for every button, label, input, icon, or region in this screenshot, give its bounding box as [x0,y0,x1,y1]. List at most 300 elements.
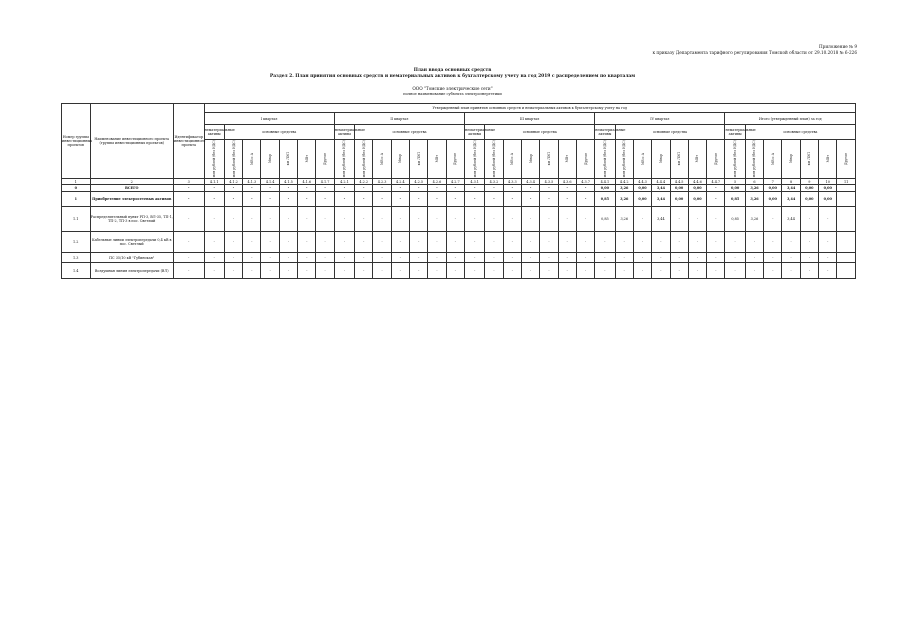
row-value: - [819,207,837,232]
row-value: - [576,232,594,253]
row-value: - [224,192,242,207]
row-value: - [279,253,297,263]
row-value: - [355,207,373,232]
row-value: - [558,232,576,253]
row-value [837,232,856,253]
column-number: 10 [819,179,837,185]
vertical-header-label: МВ×А [249,152,254,165]
table-row [62,232,856,253]
row-value: - [204,253,224,263]
row-value: - [764,207,782,232]
header-row-top [62,104,856,113]
appendix-line-2: к приказу Департамента тарифного регулирования Томской области от 29.10.2018 № 6-226 [652,50,857,55]
vertical-header-label: млн рублей (без НДС) [733,140,738,178]
column-number: 4.3.6 [558,179,576,185]
row-value: - [485,232,503,253]
header-unit [764,140,782,179]
column-number: 4.1.4 [261,179,279,185]
row-value: - [410,232,428,253]
row-value: - [503,263,521,279]
header-quarter-3: III квартал [464,113,594,125]
row-value: - [576,185,594,192]
vertical-header-label: Мвар [268,154,273,164]
column-number: 4.4.4 [652,179,670,185]
row-number: 1.1 [62,207,91,232]
row-value: - [576,207,594,232]
vertical-header-label: Мвар [398,154,403,164]
vertical-header-label: МВ×А [380,152,385,165]
row-name: Приобретение электросетевых активов [90,192,173,207]
vertical-header-label: км ЛЭП [416,152,421,166]
header-intangible: нематериальные активы [334,125,354,140]
row-value [837,253,856,263]
row-value: - [355,263,373,279]
column-number: 4.1.6 [298,179,316,185]
column-number: 4.4.2 [615,179,633,185]
column-number: 6 [745,179,763,185]
row-value: - [688,232,706,253]
column-number: 4.1.2 [224,179,242,185]
row-value: - [446,232,464,253]
header-unit [707,140,725,179]
row-value: 3,44 [782,185,800,192]
row-value: - [261,232,279,253]
row-value: - [334,263,354,279]
header-unit [652,140,670,179]
vertical-header-label: Мвар [528,154,533,164]
row-value: - [633,207,651,232]
row-value: - [503,207,521,232]
row-value: - [576,263,594,279]
header-unit [633,140,651,179]
table-row [62,192,856,207]
header-intangible: нематериальные активы [595,125,615,140]
column-number: 4.4.6 [688,179,706,185]
row-value: - [204,192,224,207]
column-number: 5 [725,179,745,185]
header-unit [224,140,242,179]
column-number: 4.3.7 [576,179,594,185]
row-value: - [334,253,354,263]
row-value: 0,00 [819,192,837,207]
row-value: 0,85 [595,207,615,232]
row-value: - [800,263,818,279]
row-value: - [800,253,818,263]
column-number: 4.3.1 [464,179,484,185]
vertical-header-label: Другое [713,152,718,165]
row-value: - [595,263,615,279]
row-value: - [521,232,539,253]
header-unit [540,140,558,179]
column-number: 4.2.6 [428,179,446,185]
row-value: 0,00 [764,192,782,207]
column-number: 4.3.4 [521,179,539,185]
row-number: 0 [62,185,91,192]
row-value: - [725,263,745,279]
row-value: - [485,253,503,263]
row-value: - [595,232,615,253]
row-value: - [707,185,725,192]
row-value: - [615,253,633,263]
vertical-header-label: МВ×А [510,152,515,165]
row-value: - [745,263,763,279]
row-id: - [173,263,204,279]
row-value: - [745,232,763,253]
header-intangible: нематериальные активы [725,125,745,140]
row-value: - [670,207,688,232]
row-value: - [446,192,464,207]
row-value: - [261,207,279,232]
row-value: - [707,207,725,232]
header-top-label: Утвержденный план принятия основных средств и нематериальных активов к бухгалтерскому учету на год [204,104,856,113]
vertical-header-label: МВ×А [640,152,645,165]
header-quarter-4: IV квартал [595,113,725,125]
row-value: - [391,192,409,207]
header-unit [391,140,409,179]
row-value: - [540,207,558,232]
row-value: 3,44 [652,207,670,232]
row-value: - [391,253,409,263]
header-unit [595,140,615,179]
column-number: 9 [800,179,818,185]
header-fixed: основные средства [485,125,595,140]
row-value: - [373,192,391,207]
row-value: - [464,192,484,207]
row-value: - [725,232,745,253]
header-unit [261,140,279,179]
vertical-header-label: км ЛЭП [286,152,291,166]
row-value: - [503,232,521,253]
row-value: 0,00 [633,192,651,207]
row-value: - [576,192,594,207]
column-number: 4.1.5 [279,179,297,185]
vertical-header-label: МВт [435,155,439,163]
header-unit [521,140,539,179]
appendix-note [597,44,857,56]
column-number: 4.1.1 [204,179,224,185]
header-fixed: основные средства [615,125,725,140]
row-value: - [410,207,428,232]
row-value: - [224,253,242,263]
column-number: 7 [764,179,782,185]
row-value: - [391,185,409,192]
row-value: - [224,232,242,253]
row-value: 3,26 [745,207,763,232]
row-id: - [173,192,204,207]
column-number: 4.2.2 [355,179,373,185]
row-name: Кабельные линии электропередачи 0,4 кВ в пос. Светлый [90,232,173,253]
header-unit [204,140,224,179]
header-unit [837,140,856,179]
row-value: - [819,232,837,253]
row-value: - [745,253,763,263]
row-value: - [521,207,539,232]
vertical-header-label: Другое [323,152,328,165]
row-value: 0,00 [800,192,818,207]
row-value: - [764,253,782,263]
header-unit [819,140,837,179]
header-unit [485,140,503,179]
header-col-number: Номер группы инвестиционных проектов [62,104,91,179]
column-number: 4.2.5 [410,179,428,185]
row-id: - [173,207,204,232]
org-name: ООО "Томские электрические сети" [412,86,493,91]
header-unit [316,140,334,179]
vertical-header-label: МВт [695,155,700,163]
column-number: 4.3.5 [540,179,558,185]
row-value: - [576,253,594,263]
title-line-1: План ввода основных средств [413,68,492,73]
row-value: - [316,192,334,207]
header-unit [334,140,354,179]
row-value: - [633,263,651,279]
header-quarter-5: Итого (утвержденный план) за год [725,113,856,125]
row-value: - [707,232,725,253]
header-unit [782,140,800,179]
vertical-header-label: МВт [825,155,830,163]
row-value: - [558,185,576,192]
row-value: - [521,185,539,192]
row-value: - [355,185,373,192]
column-number: 4.2.3 [373,179,391,185]
header-col-name: Наименование инвестиционного проекта (группы инвестиционных проектов) [90,104,173,179]
row-value [837,185,856,192]
row-value: - [464,253,484,263]
row-value: - [373,232,391,253]
vertical-header-label: млн рублей (без НДС) [752,140,757,178]
row-value: - [446,185,464,192]
vertical-header-label: млн рублей (без НДС) [212,140,217,178]
row-value: - [410,253,428,263]
row-value: - [391,207,409,232]
row-value: - [355,192,373,207]
vertical-header-label: МВт [304,155,309,163]
column-number: 4.3.2 [485,179,503,185]
vertical-header-label: км ЛЭП [677,152,682,166]
row-value: - [670,232,688,253]
column-number: 4.2.1 [334,179,354,185]
vertical-header-label: Другое [583,152,588,165]
row-id: - [173,185,204,192]
row-id: - [173,253,204,263]
header-unit [428,140,446,179]
row-value: - [261,263,279,279]
vertical-header-label: млн рублей (без НДС) [472,140,477,178]
row-value: 0,00 [688,185,706,192]
column-number: 4.3.3 [503,179,521,185]
row-value: - [540,185,558,192]
row-value: - [261,192,279,207]
row-value: - [243,263,261,279]
header-fixed: основные средства [355,125,465,140]
row-value: - [558,253,576,263]
appendix-line-1: Приложение № 9 [819,44,857,49]
column-number: 3 [173,179,204,185]
row-value: - [391,232,409,253]
header-intangible: нематериальные активы [464,125,484,140]
row-value: 3,44 [782,207,800,232]
row-value: - [540,253,558,263]
header-unit [558,140,576,179]
table-row [62,207,856,232]
title-line-2: Раздел 2. План принятия основных средств и нематериальных активов к бухгалтерскому учету на год 2019 с распределением по кварталам [269,74,636,79]
row-value: - [373,207,391,232]
row-value: - [224,207,242,232]
header-intangible: нематериальные активы [204,125,224,140]
row-value: - [428,207,446,232]
row-value: - [204,185,224,192]
vertical-header-label: млн рублей (без НДС) [342,140,347,178]
row-value: 3,26 [615,185,633,192]
row-value: - [652,263,670,279]
row-value: - [558,263,576,279]
row-value: 3,26 [745,185,763,192]
row-value: - [633,232,651,253]
vertical-header-label: км ЛЭП [807,152,812,166]
row-name: Воздушная линия электропередачи (ВЛ) [90,263,173,279]
row-value: - [464,207,484,232]
row-value: - [485,263,503,279]
row-value: - [446,207,464,232]
table-row [62,253,856,263]
column-number: 4.2.7 [446,179,464,185]
row-value: 3,26 [745,192,763,207]
column-number: 4.1.7 [316,179,334,185]
row-value: - [800,207,818,232]
row-value: 0,00 [764,185,782,192]
row-number: 1 [62,192,91,207]
row-value [837,207,856,232]
row-value [837,192,856,207]
row-value: - [558,192,576,207]
column-number: 4.4.7 [707,179,725,185]
row-value: - [410,192,428,207]
row-value: - [204,207,224,232]
row-value: - [410,263,428,279]
row-value: 0,00 [633,185,651,192]
header-unit [745,140,763,179]
row-value: 0,00 [670,185,688,192]
row-name: ВСЕГО [90,185,173,192]
row-value: - [298,253,316,263]
header-fixed: основные средства [224,125,334,140]
row-value: - [485,207,503,232]
row-value: - [464,185,484,192]
column-number: 11 [837,179,856,185]
header-unit [688,140,706,179]
row-value: - [503,185,521,192]
row-value: - [688,207,706,232]
row-value: - [261,185,279,192]
row-value: 3,26 [615,192,633,207]
vertical-header-label: МВ×А [770,152,775,165]
row-value: - [670,253,688,263]
row-value: - [243,232,261,253]
row-value: - [652,232,670,253]
row-value: - [521,263,539,279]
column-number: 2 [90,179,173,185]
row-value: - [373,253,391,263]
header-unit [503,140,521,179]
row-value: - [540,232,558,253]
row-value: - [428,232,446,253]
row-value: 0,00 [670,192,688,207]
vertical-header-label: МВт [565,155,570,163]
row-value: - [279,232,297,253]
header-unit [670,140,688,179]
row-value: - [316,263,334,279]
row-number: 1.2 [62,232,91,253]
header-unit [725,140,745,179]
row-name: Распределительный пункт РП-3, ВЛ-35, ТП-1, ТП-2, ТП-3 в пос. Светлый [90,207,173,232]
row-value: - [428,253,446,263]
vertical-header-label: млн рублей (без НДС) [361,140,366,178]
vertical-header-label: Мвар [789,154,794,164]
row-value: - [707,263,725,279]
header-unit [615,140,633,179]
column-number: 4.4.3 [633,179,651,185]
row-value: - [298,207,316,232]
row-value: - [485,192,503,207]
row-value: - [428,192,446,207]
column-number: 4.4.5 [670,179,688,185]
row-number: 1.4 [62,263,91,279]
row-value: - [224,185,242,192]
row-value: - [503,253,521,263]
row-value: - [521,192,539,207]
row-value: - [298,185,316,192]
row-value: - [279,207,297,232]
header-quarter-1: I квартал [204,113,334,125]
row-value: - [279,263,297,279]
row-value: - [558,207,576,232]
row-name: ПС 35/10 кВ "Губинская" [90,253,173,263]
row-value: - [355,253,373,263]
row-value: - [540,192,558,207]
row-value: - [782,253,800,263]
header-unit [464,140,484,179]
row-value: - [464,263,484,279]
row-value: - [615,232,633,253]
row-value [837,263,856,279]
row-value: - [652,253,670,263]
header-unit [279,140,297,179]
row-value: - [764,263,782,279]
header-unit [576,140,594,179]
row-value: - [391,263,409,279]
row-value: - [279,185,297,192]
vertical-header-label: млн рублей (без НДС) [231,140,236,178]
row-value: 0,00 [819,185,837,192]
vertical-header-label: Мвар [658,154,663,164]
row-value: - [707,253,725,263]
row-value: 0,00 [800,185,818,192]
header-quarter-2: II квартал [334,113,464,125]
row-value: - [298,263,316,279]
row-value: - [204,263,224,279]
row-value: 0,85 [725,207,745,232]
row-value: - [355,232,373,253]
row-value: - [298,192,316,207]
vertical-header-label: Другое [844,152,849,165]
row-value: - [464,232,484,253]
row-value: - [595,253,615,263]
row-value: 3,44 [652,185,670,192]
row-id: - [173,232,204,253]
row-value: - [224,263,242,279]
header-unit [243,140,261,179]
header-unit [355,140,373,179]
